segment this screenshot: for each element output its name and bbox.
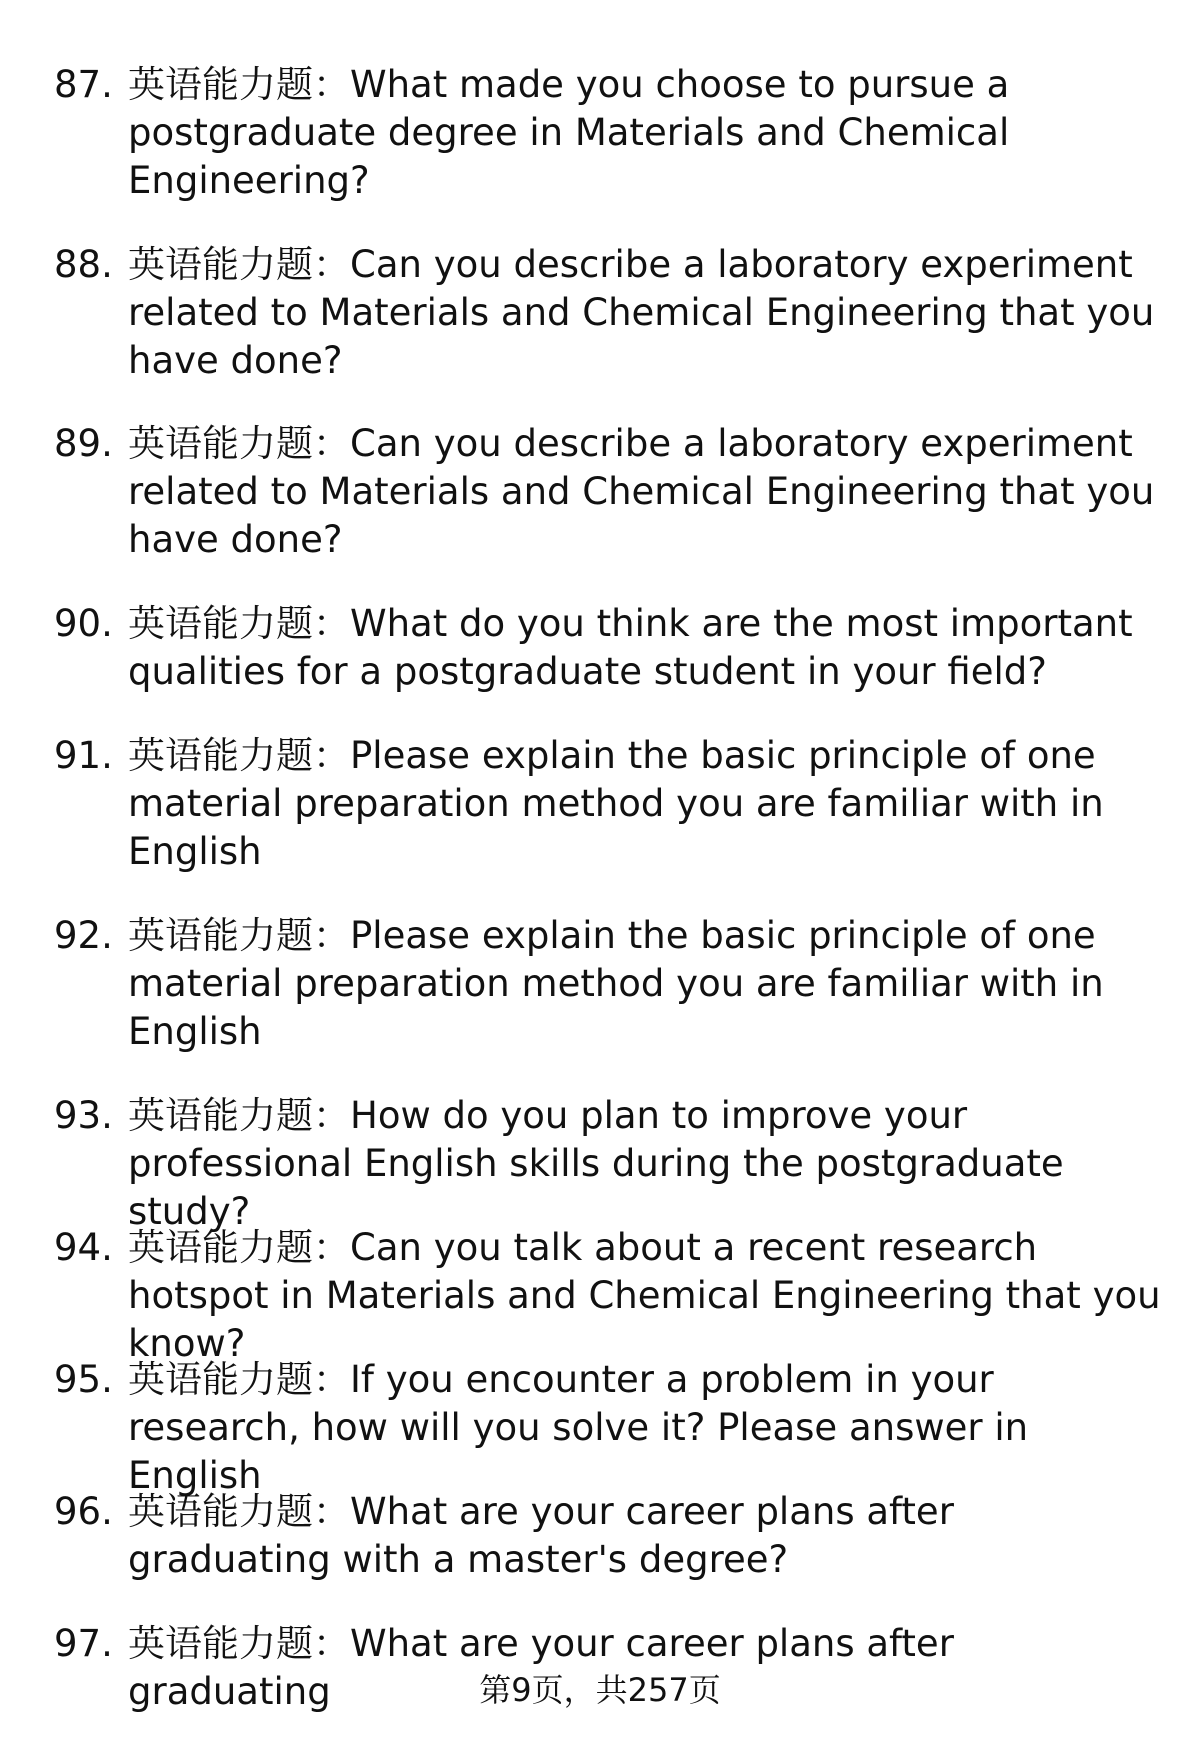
- question-body: [128, 420, 1164, 564]
- question-text: Please explain the basic principle of one material preparation method you are familiar with in English: [128, 914, 1104, 1053]
- question-item: [54, 1092, 1164, 1236]
- question-number: 97.: [54, 1622, 113, 1665]
- question-item: [54, 241, 1164, 385]
- question-number: 94.: [54, 1226, 113, 1269]
- question-number: 89.: [54, 422, 113, 465]
- question-tag: 英语能力题：: [128, 63, 350, 106]
- question-number: 88.: [54, 243, 113, 286]
- question-text: What are your career plans after graduating with a master's degree?: [128, 1490, 954, 1581]
- question-tag: 英语能力题：: [128, 243, 350, 286]
- question-body: [128, 912, 1164, 1056]
- question-number: 93.: [54, 1094, 113, 1137]
- question-tag: 英语能力题：: [128, 1490, 350, 1533]
- question-number: 90.: [54, 602, 113, 645]
- question-body: [128, 1488, 1164, 1584]
- question-item: [54, 600, 1164, 696]
- question-body: [128, 732, 1164, 876]
- question-body: [128, 61, 1164, 205]
- question-number: 95.: [54, 1358, 113, 1401]
- question-number: 92.: [54, 914, 113, 957]
- question-tag: 英语能力题：: [128, 914, 350, 957]
- question-text: What are your career plans after graduating: [128, 1622, 954, 1713]
- question-text: What made you choose to pursue a postgraduate degree in Materials and Chemical Engineering?: [128, 63, 1010, 202]
- question-item: [54, 1224, 1164, 1368]
- question-number: 87.: [54, 63, 113, 106]
- question-text: Please explain the basic principle of one material preparation method you are familiar with in English: [128, 734, 1104, 873]
- question-text: What do you think are the most important qualities for a postgraduate student in your field?: [128, 602, 1133, 693]
- page-number-footer: 第9页，共257页: [479, 1671, 721, 1709]
- question-tag: 英语能力题：: [128, 1094, 350, 1137]
- question-item: [54, 420, 1164, 564]
- question-body: [128, 1356, 1164, 1500]
- question-tag: 英语能力题：: [128, 1622, 350, 1665]
- question-body: [128, 600, 1164, 696]
- question-body: [128, 241, 1164, 385]
- question-item: [54, 732, 1164, 876]
- question-text: If you encounter a problem in your research, how will you solve it? Please answer in English: [128, 1358, 1029, 1497]
- question-tag: 英语能力题：: [128, 1358, 350, 1401]
- question-text: Can you talk about a recent research hotspot in Materials and Chemical Engineering that you know?: [128, 1226, 1161, 1365]
- question-tag: 英语能力题：: [128, 422, 350, 465]
- question-tag: 英语能力题：: [128, 602, 350, 645]
- question-item: [54, 1356, 1164, 1500]
- question-body: [128, 1092, 1164, 1236]
- question-number: 96.: [54, 1490, 113, 1533]
- question-body: [128, 1224, 1164, 1368]
- question-text: How do you plan to improve your professional English skills during the postgraduate study?: [128, 1094, 1064, 1233]
- question-text: Can you describe a laboratory experiment related to Materials and Chemical Engineering that you have done?: [128, 243, 1155, 382]
- question-number: 91.: [54, 734, 113, 777]
- question-tag: 英语能力题：: [128, 734, 350, 777]
- question-tag: 英语能力题：: [128, 1226, 350, 1269]
- question-item: [54, 1488, 1164, 1584]
- question-text: Can you describe a laboratory experiment related to Materials and Chemical Engineering that you have done?: [128, 422, 1155, 561]
- question-item: [54, 61, 1164, 205]
- question-item: [54, 912, 1164, 1056]
